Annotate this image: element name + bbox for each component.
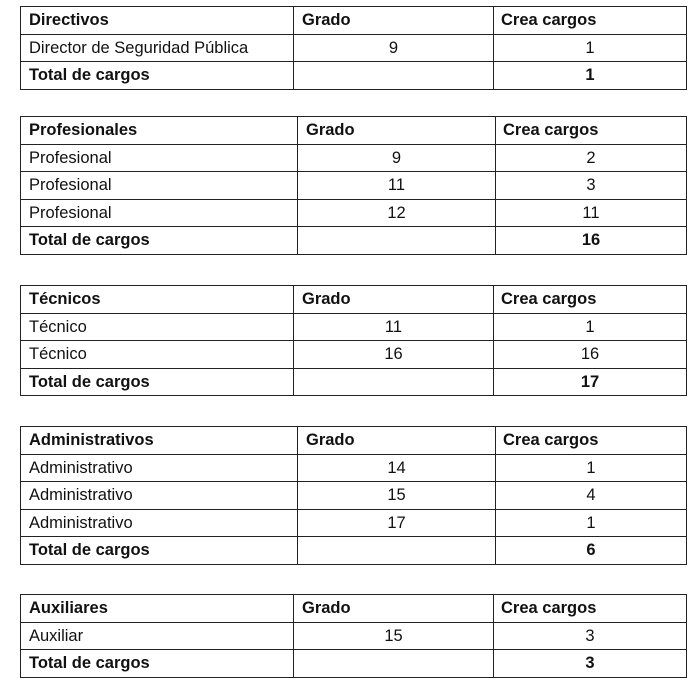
- table-row: [21, 622, 687, 650]
- grado-cell: 9: [298, 144, 496, 172]
- grado-cell: 16: [294, 341, 494, 369]
- table-header-row: [21, 427, 687, 455]
- crea-cell: 1: [496, 454, 687, 482]
- total-value: 3: [494, 650, 687, 678]
- total-row: [21, 368, 687, 396]
- total-row: [21, 227, 687, 255]
- crea-cell: 1: [496, 509, 687, 537]
- grado-header: Grado: [298, 427, 496, 455]
- total-label: Total de cargos: [21, 62, 294, 90]
- crea-cargos-header: Crea cargos: [494, 286, 687, 314]
- crea-cell: 1: [494, 313, 687, 341]
- cargo-cell: Director de Seguridad Pública: [21, 34, 294, 62]
- cargo-cell: Administrativo: [21, 509, 298, 537]
- table-header-row: [21, 117, 687, 145]
- crea-cell: 11: [496, 199, 687, 227]
- crea-cell: 4: [496, 482, 687, 510]
- grado-cell: 9: [294, 34, 494, 62]
- table-row: [21, 313, 687, 341]
- table-row: [21, 144, 687, 172]
- table-row: [21, 172, 687, 200]
- empty-cell: [294, 650, 494, 678]
- grado-cell: 11: [294, 313, 494, 341]
- grado-cell: 15: [298, 482, 496, 510]
- grado-header: Grado: [294, 595, 494, 623]
- table-row: [21, 341, 687, 369]
- crea-cargos-header: Crea cargos: [496, 117, 687, 145]
- total-row: [21, 537, 687, 565]
- section-title: Administrativos: [21, 427, 298, 455]
- cargo-cell: Auxiliar: [21, 622, 294, 650]
- empty-cell: [298, 537, 496, 565]
- table-auxiliares: [20, 594, 687, 678]
- table-administrativos: [20, 426, 687, 565]
- total-label: Total de cargos: [21, 227, 298, 255]
- table-row: [21, 454, 687, 482]
- grado-cell: 17: [298, 509, 496, 537]
- crea-cell: 16: [494, 341, 687, 369]
- empty-cell: [294, 368, 494, 396]
- total-label: Total de cargos: [21, 368, 294, 396]
- grado-header: Grado: [294, 7, 494, 35]
- table-header-row: [21, 286, 687, 314]
- table-header-row: [21, 7, 687, 35]
- cargo-cell: Administrativo: [21, 454, 298, 482]
- grado-header: Grado: [298, 117, 496, 145]
- total-value: 6: [496, 537, 687, 565]
- total-value: 1: [494, 62, 687, 90]
- empty-cell: [294, 62, 494, 90]
- crea-cell: 3: [494, 622, 687, 650]
- crea-cell: 2: [496, 144, 687, 172]
- total-row: [21, 650, 687, 678]
- cargo-cell: Técnico: [21, 341, 294, 369]
- table-directivos: [20, 6, 687, 90]
- table-tecnicos: [20, 285, 687, 396]
- crea-cargos-header: Crea cargos: [496, 427, 687, 455]
- crea-cell: 1: [494, 34, 687, 62]
- crea-cargos-header: Crea cargos: [494, 595, 687, 623]
- total-value: 16: [496, 227, 687, 255]
- grado-cell: 12: [298, 199, 496, 227]
- cargo-cell: Profesional: [21, 199, 298, 227]
- cargo-cell: Profesional: [21, 144, 298, 172]
- table-row: [21, 34, 687, 62]
- table-profesionales: [20, 116, 687, 255]
- total-label: Total de cargos: [21, 650, 294, 678]
- table-row: [21, 482, 687, 510]
- cargo-cell: Técnico: [21, 313, 294, 341]
- cargo-cell: Profesional: [21, 172, 298, 200]
- grado-cell: 11: [298, 172, 496, 200]
- grado-header: Grado: [294, 286, 494, 314]
- section-title: Técnicos: [21, 286, 294, 314]
- section-title: Auxiliares: [21, 595, 294, 623]
- crea-cargos-header: Crea cargos: [494, 7, 687, 35]
- crea-cell: 3: [496, 172, 687, 200]
- total-label: Total de cargos: [21, 537, 298, 565]
- section-title: Directivos: [21, 7, 294, 35]
- grado-cell: 15: [294, 622, 494, 650]
- cargo-cell: Administrativo: [21, 482, 298, 510]
- section-title: Profesionales: [21, 117, 298, 145]
- total-row: [21, 62, 687, 90]
- table-header-row: [21, 595, 687, 623]
- empty-cell: [298, 227, 496, 255]
- table-row: [21, 199, 687, 227]
- grado-cell: 14: [298, 454, 496, 482]
- table-row: [21, 509, 687, 537]
- total-value: 17: [494, 368, 687, 396]
